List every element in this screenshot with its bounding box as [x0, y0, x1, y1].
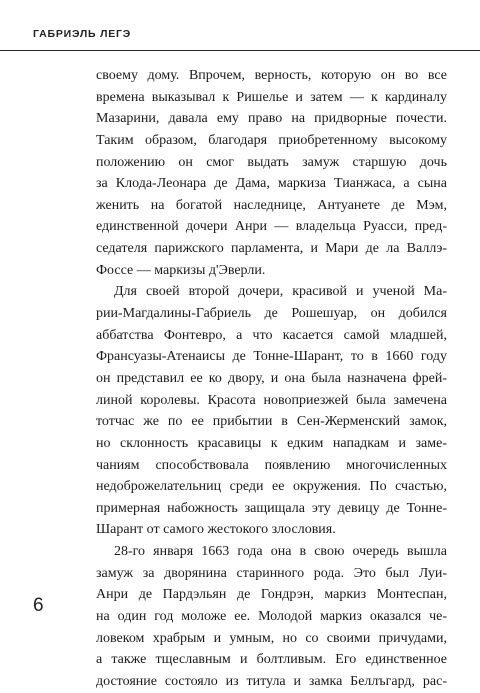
body-text [96, 65, 447, 693]
running-head: ГАБРИЭЛЬ ЛЕГЭ [33, 28, 132, 40]
page-number: 6 [33, 595, 44, 616]
text-line: положению он смог выдать замуж старшую дочь [96, 154, 447, 170]
text-line: Мазарини, давала ему право на придворные почести. [96, 111, 447, 127]
text-line: он представил ее ко двору, и она была назначена фрей- [96, 370, 447, 386]
text-line: седателя парижского парламента, и Мари де ла Валлэ- [96, 241, 447, 257]
text-line: чаниям способствовала появлению многочисленных [96, 457, 447, 473]
text-line: Франсуазы-Атенаисы де Тонне-Шарант, то в 1660 году [96, 349, 447, 365]
header-rule [0, 50, 480, 51]
text-line: за Клода-Леонара де Дама, маркиза Тианжаса, а сына [96, 176, 447, 192]
text-line: замуж за дворянина старинного рода. Это был Луи- [96, 565, 447, 581]
text-line: недоброжелательниц среди ее окружения. По счастью, [96, 479, 447, 495]
text-line: линой королевы. Красота новоприезжей была замечена [96, 392, 447, 408]
text-line: Шарант от самого жестокого злословия. [96, 522, 336, 538]
text-line: ловеком храбрым и умным, но со своими причудами, [96, 630, 447, 646]
text-line: а также тщеславным и болтливым. Его единственное [96, 652, 447, 668]
text-line: на один год моложе ее. Молодой маркиз оказался че- [96, 609, 447, 625]
text-line: женить на богатой наследнице, Антуанете де Мэм, [96, 197, 447, 213]
text-line: 28-го января 1663 года она в свою очередь вышла [114, 544, 447, 560]
text-line: примерная набожность защищала эту девицу де Тонне- [96, 500, 447, 516]
text-line: Для своей второй дочери, красивой и ученой Ма- [114, 284, 447, 300]
text-line: тотчас же по ее прибытии в Сен-Жерменский замок, [96, 414, 447, 430]
text-line: своему дому. Впрочем, верность, которую он во все [96, 68, 447, 83]
text-line: времена выказывал к Ришелье и затем — к кардиналу [96, 89, 447, 105]
paragraph-2 [96, 281, 447, 541]
paragraph-3 [96, 541, 447, 692]
text-line: Анри де Пардэльян де Гондрэн, маркиз Монтеспан, [96, 587, 447, 603]
text-line: аббатства Фонтевро, а что касается самой младшей, [96, 327, 447, 343]
text-line: рии-Магдалины-Габриель де Рошешуар, он добился [96, 306, 447, 322]
text-line: Фоссе — маркизы д'Эверли. [96, 262, 266, 278]
text-line: но склонность красавицы к едким нападкам и заме- [96, 435, 447, 451]
paragraph-1 [96, 65, 447, 281]
text-line: Таким образом, благодаря приобретенному высокому [96, 132, 447, 148]
text-line: единственной дочери Анри — владельца Руасси, пред- [96, 219, 447, 235]
text-line: достояние состояло из титула и замка Беллъгард, рас- [96, 673, 447, 689]
